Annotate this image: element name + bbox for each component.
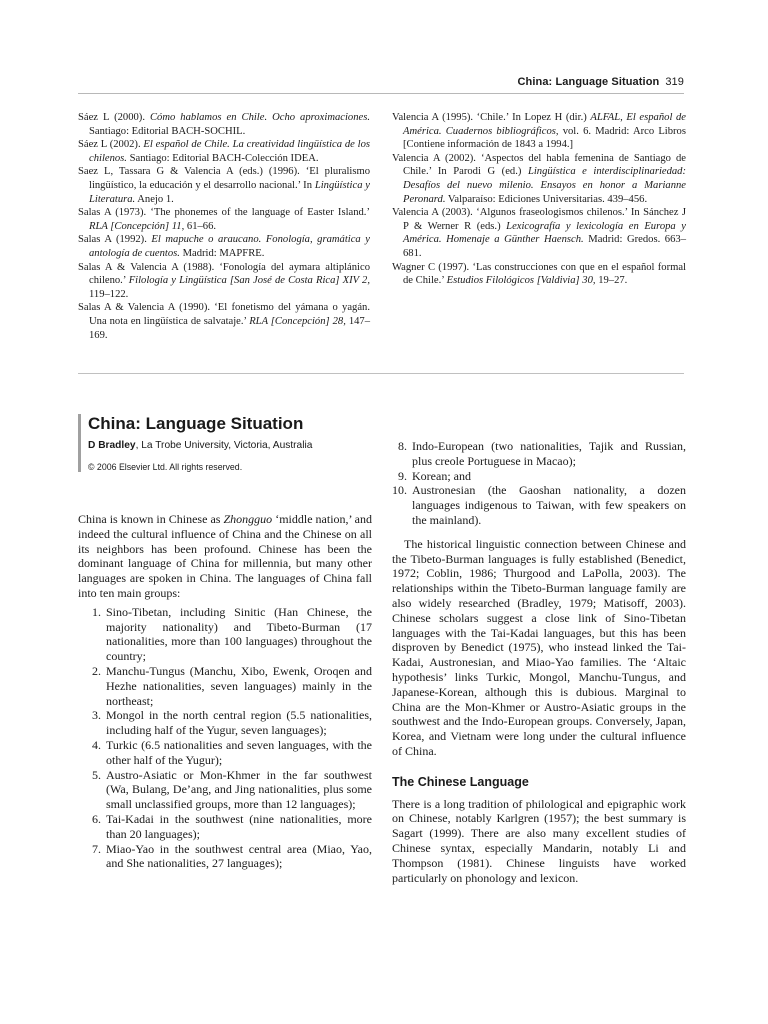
language-groups-list-continued bbox=[392, 439, 686, 528]
copyright-notice: © 2006 Elsevier Ltd. All rights reserved. bbox=[88, 461, 243, 472]
list-item: 4. Turkic (6.5 nationalities and seven languages, with the other half of the Yugur); bbox=[92, 737, 372, 767]
author-affiliation: , La Trobe University, Victoria, Australia bbox=[135, 440, 313, 451]
list-item: 10. Austronesian (the Gaoshan nationality, a dozen languages indigenous to Taiwan, with few speakers on the mainland). bbox=[392, 483, 686, 527]
section-divider bbox=[78, 373, 684, 374]
reference-entry: Valencia A (2003). ‘Algunos fraseologismos chilenos.’ In Sánchez J P & Werner R (eds.) Lexicografía y lexicología en Europa y América. Homenaje a Günther Haensch. Madrid: Gredos. 663–681. bbox=[392, 207, 686, 259]
historical-paragraph: The historical linguistic connection between Chinese and the Tibeto-Burman languages is fully established (Benedict, 1972; Coblin, 1986; Thurgood and LaPolla, 2003). The relationships within the Tibeto-Burman language family are also widely researched (Bradley, 1979; Matisoff, 2003). Chinese scholars suggest a close link of Sino-Tibetan languages with the Tai-Kadai languages, but this has been disproven by Benedict (1975), who instead linked the Tai-Kadai, Austronesian, and Miao-Yao families. The ‘Altaic hypothesis’ links Turkic, Mongol, Manchu-Tungus, and Japanese-Korean, although this is dubious. Marginal to China are the Mon-Khmer or Austro-Asiatic groups in the southwest and the Indo-European groups. Conversely, Japan, Korea, and Vietnam were long under the cultural influence of China. bbox=[392, 536, 686, 758]
author-name: D Bradley bbox=[88, 440, 136, 451]
reference-entry: Sáez L (2000). Cómo hablamos en Chile. Ocho aproximaciones. Santiago: Editorial BACH-SOCHIL. bbox=[78, 112, 370, 137]
list-item: 1. Sino-Tibetan, including Sinitic (Han Chinese, the majority nationality) and Tibeto-Burman (17 nationalities, more than 100 languages) throughout the country; bbox=[92, 604, 372, 664]
reference-entry: Salas A & Valencia A (1990). ‘El fonetismo del yámana o yagán. Una nota en lingüística de salvataje.’ RLA [Concepción] 28, 147–169. bbox=[78, 302, 371, 341]
reference-entry: Salas A (1973). ‘The phonemes of the language of Easter Island.’ RLA [Concepción] 11, 61–66. bbox=[78, 207, 370, 232]
reference-entry: Sáez L (2002). El español de Chile. La creatividad lingüística de los chilenos. Santiago: Editorial BACH-Colección IDEA. bbox=[78, 139, 370, 164]
list-item: 2. Manchu-Tungus (Manchu, Xibo, Ewenk, Oroqen and Hezhe nationalities, seven languages) mainly in the northeast; bbox=[92, 663, 372, 708]
list-item: 9. Korean; and bbox=[398, 468, 471, 483]
article-header bbox=[78, 414, 388, 472]
page-number: 319 bbox=[665, 76, 684, 88]
intro-paragraph: China is known in Chinese as Zhongguo ‘middle nation,’ and indeed the cultural influence of China and the Chinese on all its neighbors has been profound. Chinese has been the dominant language of China for millennia, but many other languages are spoken in China. The languages of China fall into ten main groups: bbox=[78, 512, 373, 600]
running-head bbox=[518, 76, 685, 88]
body-right-column bbox=[392, 439, 686, 885]
reference-entry: Salas A & Valencia A (1988). ‘Fonología del aymara altiplánico chileno.’ Filología y Lingüística [San José de Costa Rica] XIV 2, 119–122. bbox=[78, 261, 370, 300]
header-rule bbox=[78, 93, 684, 94]
references-right-column bbox=[392, 111, 686, 288]
references-left-column bbox=[78, 111, 370, 342]
list-item: 8. Indo-European (two nationalities, Tajik and Russian, plus creole Portuguese in Macao); bbox=[398, 439, 686, 468]
reference-entry: Valencia A (2002). ‘Aspectos del habla femenina de Santiago de Chile.’ In Parodi G (ed.) Lingüística e interdisciplinariedad: Desafíos del nuevo milenio. Ensayos en honor a Marianne Peronard. Valparaíso: Ediciones Universitarias. 439–456. bbox=[392, 152, 687, 205]
article-title: China: Language Situation bbox=[88, 414, 304, 433]
reference-entry: Wagner C (1997). ‘Las construcciones con que en el español formal de Chile.’ Estudios Filológicos [Valdivia] 30, 19–27. bbox=[392, 261, 686, 287]
language-groups-list bbox=[78, 605, 372, 871]
list-item: 6. Tai-Kadai in the southwest (nine nationalities, more than 20 languages); bbox=[92, 811, 372, 841]
reference-entry: Saez L, Tassara G & Valencia A (eds.) (1996). ‘El pluralismo lingüístico, la educación y el desarrollo nacional.’ In Lingüística y Literatura. Anejo 1. bbox=[78, 166, 370, 205]
reference-entry: Valencia A (1995). ‘Chile.’ In Lopez H (dir.) ALFAL, El español de América. Cuadernos bibliográficos, vol. 6. Madrid: Arco Libros [Contiene información de 1843 a 1994.] bbox=[392, 112, 686, 151]
list-item: 7. Miao-Yao in the southwest central area (Miao, Yao, and She nationalities, 27 languages); bbox=[92, 841, 372, 871]
list-item: 5. Austro-Asiatic or Mon-Khmer in the far southwest (Wa, Bulang, De’ang, and Jing nationalities, plus some small unclassified groups, more than 12 languages); bbox=[92, 767, 372, 812]
chinese-language-paragraph: There is a long tradition of philological and epigraphic work on Chinese, notably Karlgren (1957); the best summary is Sagart (1999). There are also many excellent studies of Chinese syntax, especially Mandarin, notably Li and Thompson (1981). Chinese linguists have worked particularly on phonology and lexicon. bbox=[392, 796, 686, 885]
body-left-column bbox=[78, 512, 372, 871]
section-heading: The Chinese Language bbox=[392, 774, 529, 789]
author-line bbox=[88, 440, 388, 453]
reference-entry: Salas A (1992). El mapuche o araucano. Fonología, gramática y antología de cuentos. Madrid: MAPFRE. bbox=[78, 234, 370, 259]
list-item: 3. Mongol in the north central region (5.5 nationalities, including half of the Yugur, seven languages); bbox=[92, 708, 372, 738]
running-title: China: Language Situation bbox=[517, 76, 660, 88]
